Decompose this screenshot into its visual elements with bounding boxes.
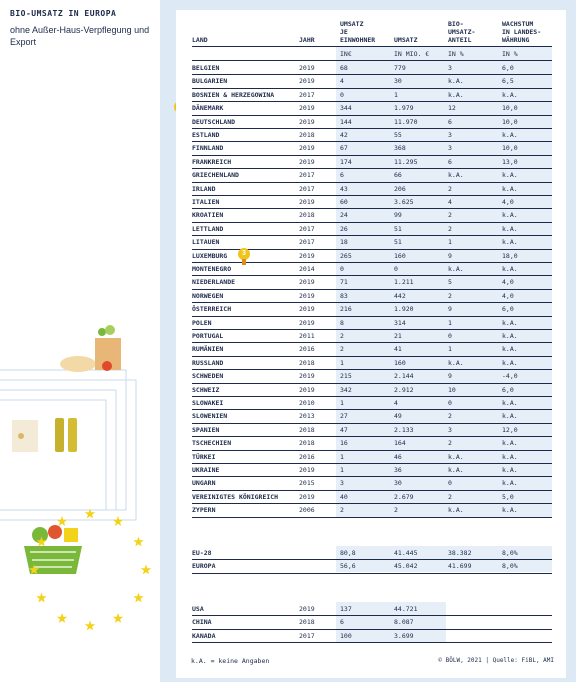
country-cell: k.A.	[502, 345, 518, 354]
country-cell: BOSNIEN & HERZEGOWINA	[192, 90, 275, 99]
country-cell: 2010	[299, 399, 315, 407]
star-icon	[113, 516, 123, 526]
total-cell: 8,0%	[502, 549, 518, 557]
country-cell: 10,0	[502, 117, 518, 126]
country-row	[192, 342, 552, 356]
country-cell: 0	[448, 479, 452, 488]
country-row	[192, 101, 552, 115]
table-panel	[176, 10, 566, 678]
country-cell: 6	[340, 171, 344, 180]
country-cell: 12	[448, 104, 456, 113]
country-row	[192, 168, 552, 182]
country-cell: 2019	[299, 144, 315, 153]
country-cell: 10	[448, 385, 456, 394]
country-cell: 18	[340, 238, 348, 247]
country-cell: 41	[394, 345, 402, 354]
star-icon	[133, 537, 143, 547]
country-cell: 2	[340, 506, 344, 515]
country-cell: MONTENEGRO	[192, 265, 232, 273]
country-cell: k.A.	[502, 171, 518, 180]
other-cell: 44.721	[394, 605, 418, 613]
country-cell: 21	[394, 332, 402, 340]
header-wachstum: WACHSTUM IN LANDES- WÄHRUNG	[502, 20, 542, 44]
country-cell: 26	[340, 224, 348, 233]
country-cell: ZYPERN	[192, 506, 216, 515]
country-cell: 36	[394, 466, 402, 474]
country-cell: 2019	[299, 157, 315, 166]
country-cell: k.A.	[448, 90, 464, 99]
country-cell: 11.970	[394, 117, 418, 126]
country-row	[192, 289, 552, 303]
country-cell: UKRAINE	[192, 466, 220, 474]
country-cell: 1.920	[394, 305, 414, 314]
country-cell: 83	[340, 291, 348, 300]
country-cell: 2	[448, 412, 452, 421]
country-cell: 2019	[299, 385, 315, 394]
country-cell: 160	[394, 358, 406, 367]
country-cell: KROATIEN	[192, 211, 224, 220]
country-cell: 3	[448, 425, 452, 434]
total-cell: 8,0%	[502, 562, 518, 571]
country-cell: 30	[394, 77, 402, 86]
country-cell: 2019	[299, 492, 315, 501]
shopping-basket-icon	[24, 525, 82, 574]
country-cell: 2	[448, 439, 452, 448]
milk-carton-icon	[12, 420, 38, 452]
country-cell: k.A.	[448, 265, 464, 273]
country-row	[192, 503, 552, 517]
country-cell: TÜRKEI	[192, 452, 216, 461]
total-row	[192, 559, 552, 573]
country-cell: 0	[394, 265, 398, 273]
country-cell: 0	[448, 399, 452, 407]
source-note: © BÖLW, 2021 | Quelle: FiBL, AMI	[438, 657, 554, 664]
country-cell: 5	[448, 278, 452, 287]
country-cell: 16	[340, 439, 348, 448]
country-cell: 9	[448, 251, 452, 260]
country-cell: 368	[394, 144, 406, 153]
country-cell: k.A.	[502, 131, 518, 139]
country-cell: 174	[340, 157, 352, 166]
country-cell: k.A.	[502, 90, 518, 99]
header-land: LAND	[192, 36, 208, 44]
country-cell: 24	[340, 211, 348, 220]
country-cell: 60	[340, 198, 348, 206]
country-cell: k.A.	[502, 238, 518, 247]
country-cell: 314	[394, 318, 406, 327]
star-icon	[133, 593, 143, 603]
country-cell: 2	[340, 332, 344, 340]
country-cell: 2019	[299, 198, 315, 206]
country-cell: 2014	[299, 265, 315, 273]
country-cell: 46	[394, 452, 402, 461]
country-cell: 1	[448, 345, 452, 354]
other-cell: 100	[340, 631, 352, 640]
country-cell: k.A.	[502, 439, 518, 448]
country-row	[192, 141, 552, 155]
country-cell: 2	[448, 492, 452, 501]
country-cell: ESTLAND	[192, 131, 220, 139]
star-icon	[57, 516, 67, 526]
country-cell: k.A.	[502, 318, 518, 327]
country-cell: 55	[394, 131, 402, 139]
country-cell: 68	[340, 64, 348, 72]
country-row	[192, 302, 552, 316]
country-cell: 2011	[299, 332, 315, 340]
other-row	[192, 629, 552, 643]
country-cell: 2.912	[394, 385, 414, 394]
country-cell: 2.133	[394, 425, 414, 434]
country-cell: k.A.	[448, 171, 464, 180]
country-cell: 3.625	[394, 198, 414, 206]
country-row	[192, 222, 552, 236]
country-cell: k.A.	[502, 412, 518, 421]
star-icon	[113, 613, 123, 623]
country-cell: 4	[340, 77, 344, 86]
total-cell: EU-28	[192, 549, 212, 557]
country-cell: 2006	[299, 506, 315, 515]
total-cell: 56,6	[340, 562, 356, 571]
other-cell: 2019	[299, 605, 315, 613]
country-cell: 2019	[299, 251, 315, 260]
country-row	[192, 329, 552, 343]
other-cell: 137	[340, 605, 352, 613]
country-cell: 0	[340, 265, 344, 273]
country-row	[192, 275, 552, 289]
country-cell: UNGARN	[192, 479, 216, 488]
country-cell: 10,0	[502, 104, 518, 113]
country-cell: k.A.	[448, 358, 464, 367]
country-row	[192, 61, 552, 75]
country-cell: 18,0	[502, 251, 518, 260]
country-cell: k.A.	[502, 466, 518, 474]
country-row	[192, 115, 552, 129]
country-cell: 6,5	[502, 77, 514, 86]
country-row	[192, 262, 552, 276]
country-cell: 3	[340, 479, 344, 488]
country-cell: FRANKREICH	[192, 157, 232, 166]
country-cell: k.A.	[502, 184, 518, 193]
country-row	[192, 436, 552, 450]
country-cell: GRIECHENLAND	[192, 171, 239, 180]
country-cell: BULGARIEN	[192, 77, 228, 86]
country-cell: k.A.	[502, 211, 518, 220]
country-cell: 2018	[299, 211, 315, 220]
other-row	[192, 602, 552, 616]
country-cell: k.A.	[502, 452, 518, 461]
other-cell: CHINA	[192, 618, 212, 627]
country-cell: 4,0	[502, 291, 514, 300]
country-cell: 4	[448, 198, 452, 206]
country-cell: k.A.	[502, 506, 518, 515]
left-info-panel	[0, 0, 160, 682]
bronze-medal-icon: 3	[238, 248, 250, 260]
country-row	[192, 463, 552, 477]
country-cell: 2016	[299, 345, 315, 354]
country-cell: 779	[394, 64, 406, 72]
country-cell: 2019	[299, 318, 315, 327]
country-cell: PORTUGAL	[192, 332, 224, 340]
country-cell: RUSSLAND	[192, 358, 224, 367]
country-cell: 2019	[299, 291, 315, 300]
other-cell: 8.087	[394, 618, 414, 627]
country-row	[192, 74, 552, 88]
country-cell: k.A.	[448, 452, 464, 461]
country-cell: 2019	[299, 104, 315, 113]
country-cell: 442	[394, 291, 406, 300]
country-cell: ITALIEN	[192, 198, 220, 206]
country-cell: 2019	[299, 77, 315, 86]
country-cell: 4	[394, 399, 398, 407]
country-cell: IRLAND	[192, 184, 216, 193]
country-cell: BELGIEN	[192, 64, 220, 72]
country-cell: 1	[340, 358, 344, 367]
country-cell: 342	[340, 385, 352, 394]
country-cell: 43	[340, 184, 348, 193]
country-cell: 10,0	[502, 144, 518, 153]
grocery-illustration	[0, 0, 160, 682]
country-cell: 2019	[299, 64, 315, 72]
country-row	[192, 490, 552, 504]
country-cell: 4,0	[502, 198, 514, 206]
country-row	[192, 423, 552, 437]
country-cell: 9	[448, 372, 452, 381]
total-cell: 45.042	[394, 562, 418, 571]
country-cell: 2.144	[394, 372, 414, 381]
country-cell: 215	[340, 372, 352, 381]
country-cell: 1.979	[394, 104, 414, 113]
country-cell: VEREINIGTES KÖNIGREICH	[192, 492, 279, 501]
country-cell: 2	[448, 211, 452, 220]
country-cell: 2013	[299, 412, 315, 421]
header-umsatz-je-einwohner: UMSATZ JE EINWOHNER	[340, 20, 376, 44]
header-jahr: JAHR	[299, 36, 315, 44]
country-cell: k.A.	[448, 466, 464, 474]
country-cell: 0	[448, 332, 452, 340]
country-cell: 2017	[299, 224, 315, 233]
country-cell: ÖSTERREICH	[192, 305, 232, 314]
country-row	[192, 409, 552, 423]
country-cell: 2018	[299, 358, 315, 367]
country-row	[192, 396, 552, 410]
country-row	[192, 88, 552, 102]
country-cell: 2017	[299, 171, 315, 180]
country-cell: 4,0	[502, 278, 514, 287]
country-cell: 6,0	[502, 64, 514, 72]
country-row	[192, 208, 552, 222]
country-cell: SPANIEN	[192, 425, 220, 434]
country-cell: 5,0	[502, 492, 514, 501]
country-cell: 40	[340, 492, 348, 501]
country-cell: DÄNEMARK	[192, 104, 224, 113]
footnote: k.A. = keine Angaben	[191, 657, 270, 665]
other-cell: KANADA	[192, 631, 216, 640]
country-cell: 2	[448, 224, 452, 233]
country-cell: 8	[340, 318, 344, 327]
star-icon	[141, 565, 151, 575]
country-cell: 49	[394, 412, 402, 421]
star-icon	[85, 621, 95, 631]
country-cell: 344	[340, 104, 352, 113]
country-cell: LETTLAND	[192, 224, 224, 233]
country-cell: 2.679	[394, 492, 414, 501]
country-cell: 2019	[299, 466, 315, 474]
total-cell: 41.445	[394, 549, 418, 557]
country-cell: -4,0	[502, 372, 518, 381]
country-cell: 2	[394, 506, 398, 515]
total-cell: 41.699	[448, 562, 472, 571]
country-cell: POLEN	[192, 318, 212, 327]
country-cell: 71	[340, 278, 348, 287]
country-cell: 12,0	[502, 425, 518, 434]
country-cell: k.A.	[502, 332, 518, 340]
country-cell: 67	[340, 144, 348, 153]
country-row	[192, 316, 552, 330]
other-cell: USA	[192, 605, 204, 613]
country-cell: 2	[448, 184, 452, 193]
country-cell: k.A.	[502, 358, 518, 367]
country-cell: 2019	[299, 278, 315, 287]
country-cell: 164	[394, 439, 406, 448]
country-cell: 2017	[299, 184, 315, 193]
country-cell: DEUTSCHLAND	[192, 117, 236, 126]
country-row	[192, 155, 552, 169]
country-cell: 27	[340, 412, 348, 421]
country-cell: 3	[448, 64, 452, 72]
country-cell: k.A.	[502, 479, 518, 488]
country-cell: 2017	[299, 238, 315, 247]
country-cell: k.A.	[502, 224, 518, 233]
country-cell: 2018	[299, 425, 315, 434]
country-cell: 6	[448, 157, 452, 166]
country-cell: 3	[448, 144, 452, 153]
oil-bottle-icon	[55, 418, 64, 452]
country-cell: 2	[340, 345, 344, 354]
country-cell: SCHWEDEN	[192, 372, 224, 381]
country-row	[192, 182, 552, 196]
total-cell: EUROPA	[192, 562, 216, 571]
header-bio-anteil: BIO- UMSATZ- ANTEIL	[448, 20, 476, 44]
country-cell: 160	[394, 251, 406, 260]
country-cell: 1.211	[394, 278, 414, 287]
country-cell: LITAUEN	[192, 238, 220, 247]
other-cell: 3.699	[394, 631, 414, 640]
page-title: BIO-UMSATZ IN EUROPA	[10, 9, 117, 18]
country-cell: k.A.	[502, 399, 518, 407]
country-cell: 2019	[299, 117, 315, 126]
country-cell: SLOWAKEI	[192, 399, 224, 407]
country-cell: 1	[340, 452, 344, 461]
country-cell: 1	[340, 466, 344, 474]
country-row	[192, 369, 552, 383]
bronze-medal-ribbon	[242, 259, 246, 265]
country-cell: LUXEMBURG	[192, 251, 228, 260]
other-cell: 2017	[299, 631, 315, 640]
country-row	[192, 356, 552, 370]
other-cell: 6	[340, 618, 344, 627]
country-cell: 2018	[299, 439, 315, 448]
total-cell: 80,8	[340, 549, 356, 557]
country-cell: 2015	[299, 479, 315, 488]
country-cell: 6,0	[502, 385, 514, 394]
star-icon	[57, 613, 67, 623]
country-cell: k.A.	[502, 265, 518, 273]
other-row	[192, 615, 552, 629]
country-cell: 265	[340, 251, 352, 260]
country-cell: 2018	[299, 131, 315, 139]
country-row	[192, 195, 552, 209]
country-cell: 1	[340, 399, 344, 407]
country-row	[192, 450, 552, 464]
country-cell: 2019	[299, 305, 315, 314]
country-cell: 206	[394, 184, 406, 193]
country-cell: SLOWENIEN	[192, 412, 228, 421]
country-cell: NIEDERLANDE	[192, 278, 236, 287]
country-cell: 1	[448, 238, 452, 247]
country-cell: RUMÄNIEN	[192, 345, 224, 354]
page-subtitle: ohne Außer-Haus-Verpflegung und Export	[10, 25, 150, 47]
country-cell: 2019	[299, 372, 315, 381]
country-cell: 6	[448, 117, 452, 126]
country-cell: TSCHECHIEN	[192, 439, 232, 448]
country-cell: k.A.	[448, 506, 464, 515]
country-cell: 30	[394, 479, 402, 488]
total-row	[192, 546, 552, 560]
country-cell: 144	[340, 117, 352, 126]
country-cell: 47	[340, 425, 348, 434]
country-cell: 216	[340, 305, 352, 314]
country-cell: 13,0	[502, 157, 518, 166]
country-cell: 66	[394, 171, 402, 180]
header-umsatz: UMSATZ	[394, 36, 418, 44]
country-cell: 2017	[299, 90, 315, 99]
country-cell: 3	[448, 131, 452, 139]
total-cell: 38.382	[448, 549, 472, 557]
country-cell: 99	[394, 211, 402, 220]
country-cell: SCHWEIZ	[192, 385, 220, 394]
country-cell: 2	[448, 291, 452, 300]
country-row	[192, 128, 552, 142]
other-cell: 2018	[299, 618, 315, 627]
country-cell: 51	[394, 238, 402, 247]
country-cell: 6,0	[502, 305, 514, 314]
country-cell: 11.295	[394, 157, 418, 166]
country-cell: FINNLAND	[192, 144, 224, 153]
country-row	[192, 383, 552, 397]
bread-icon	[60, 356, 96, 372]
country-cell: 1	[394, 90, 398, 99]
units-row: IN€ IN MIO. € IN % IN %	[192, 47, 552, 61]
country-cell: 42	[340, 131, 348, 139]
country-row	[192, 476, 552, 490]
country-cell: 0	[340, 90, 344, 99]
country-cell: NORWEGEN	[192, 291, 224, 300]
country-cell: 2016	[299, 452, 315, 461]
country-cell: 1	[448, 318, 452, 327]
star-icon	[36, 593, 46, 603]
country-cell: k.A.	[448, 77, 464, 86]
country-cell: 51	[394, 224, 402, 233]
country-cell: 9	[448, 305, 452, 314]
